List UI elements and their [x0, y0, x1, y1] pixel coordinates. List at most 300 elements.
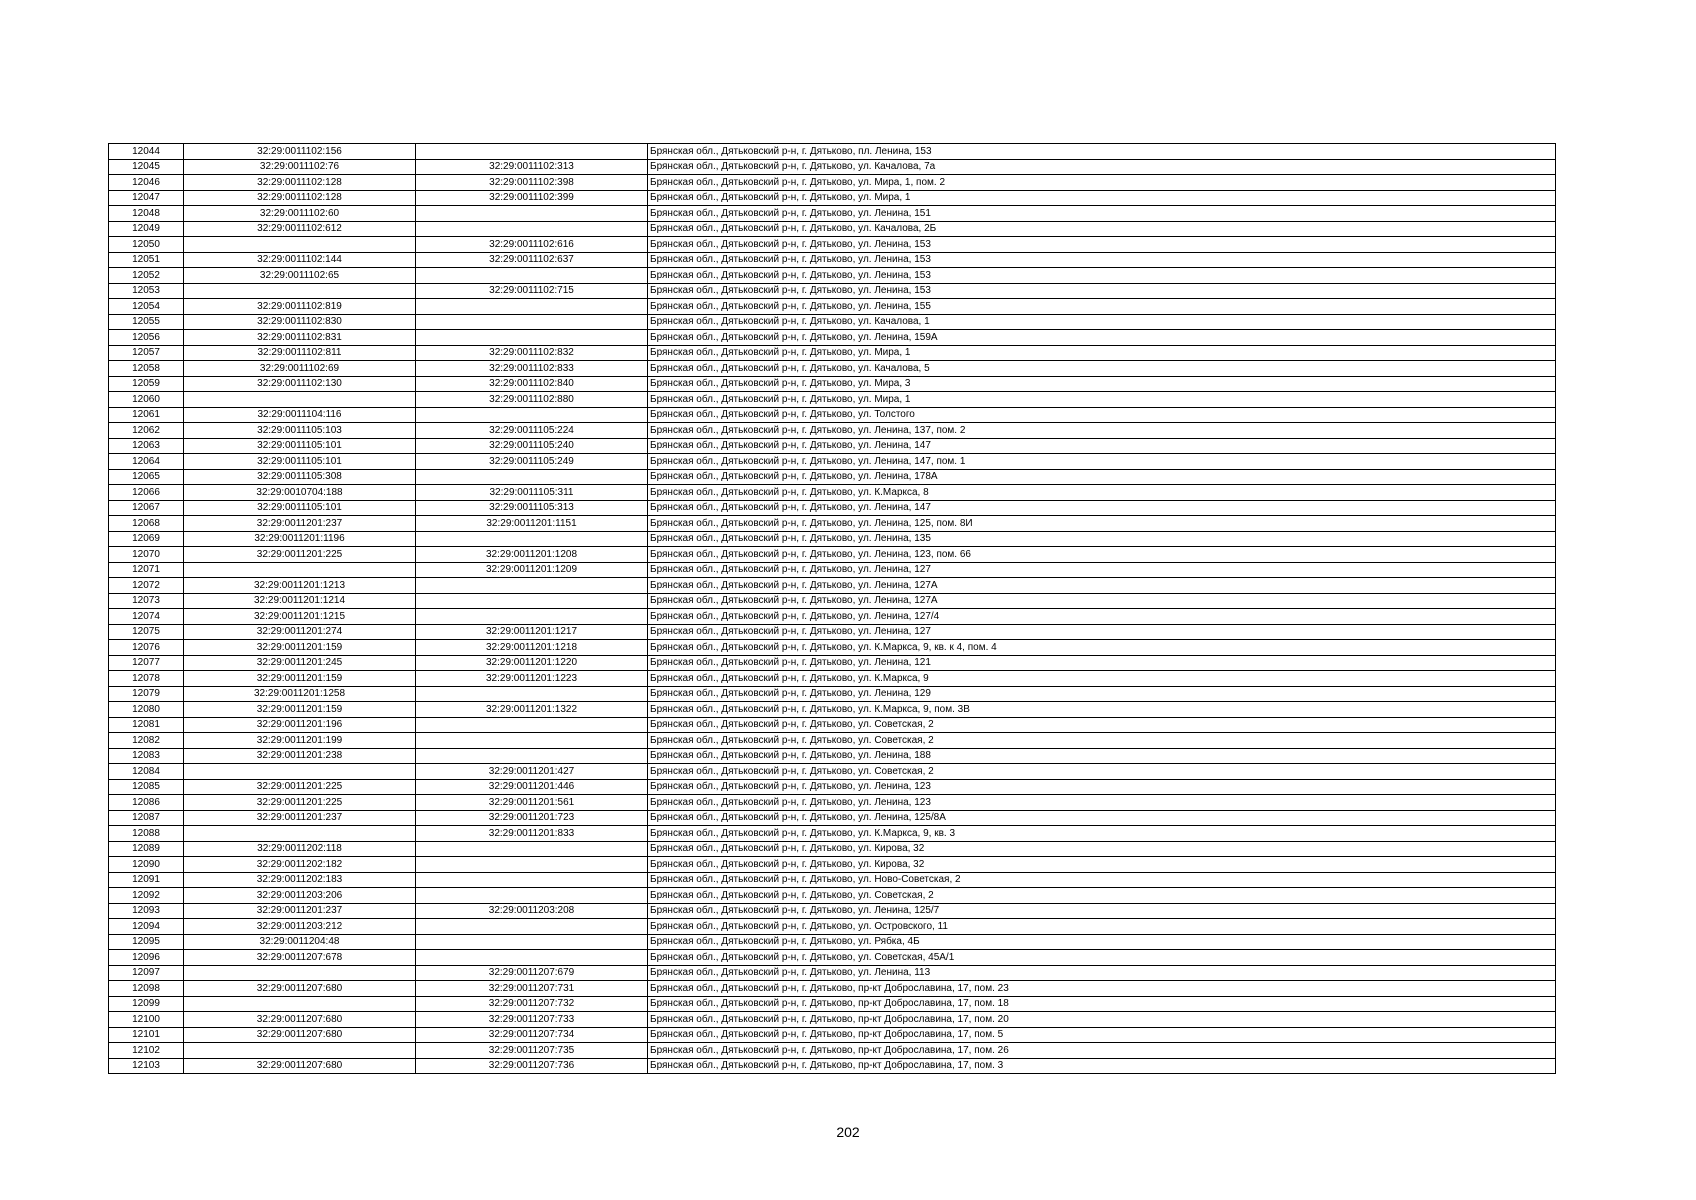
table-row	[109, 547, 1556, 563]
cadastral-number-cell: 32:29:0011102:69	[184, 361, 416, 377]
address-cell: Брянская обл., Дятьковский р-н, г. Дятьково, ул. Кирова, 32	[648, 857, 1556, 873]
cadastral-number-cell: 32:29:0011201:1215	[184, 609, 416, 625]
table-row	[109, 500, 1556, 516]
address-cell: Брянская обл., Дятьковский р-н, г. Дятьково, ул. Ленина, 121	[648, 655, 1556, 671]
address-cell: Брянская обл., Дятьковский р-н, г. Дятьково, ул. Советская, 2	[648, 717, 1556, 733]
address-cell: Брянская обл., Дятьковский р-н, г. Дятьково, ул. Мира, 1	[648, 190, 1556, 206]
row-number-cell: 12088	[109, 826, 184, 842]
related-cadastral-number-cell	[416, 733, 648, 749]
cadastral-number-cell: 32:29:0011201:196	[184, 717, 416, 733]
related-cadastral-number-cell: 32:29:0011201:446	[416, 779, 648, 795]
row-number-cell: 12069	[109, 531, 184, 547]
table-row	[109, 485, 1556, 501]
cadastral-number-cell: 32:29:0010704:188	[184, 485, 416, 501]
cadastral-number-cell: 32:29:0011201:159	[184, 671, 416, 687]
address-cell: Брянская обл., Дятьковский р-н, г. Дятьково, ул. К.Маркса, 9, кв. к 4, пом. 4	[648, 640, 1556, 656]
related-cadastral-number-cell	[416, 841, 648, 857]
address-cell: Брянская обл., Дятьковский р-н, г. Дятьково, ул. Ленина, 123	[648, 779, 1556, 795]
cadastral-number-cell: 32:29:0011102:144	[184, 252, 416, 268]
address-cell: Брянская обл., Дятьковский р-н, г. Дятьково, ул. Ленина, 188	[648, 748, 1556, 764]
table-row	[109, 593, 1556, 609]
table-row	[109, 407, 1556, 423]
table-row	[109, 841, 1556, 857]
address-cell: Брянская обл., Дятьковский р-н, г. Дятьково, ул. Советская, 45А/1	[648, 950, 1556, 966]
cadastral-number-cell: 32:29:0011204:48	[184, 934, 416, 950]
table-row	[109, 252, 1556, 268]
address-cell: Брянская обл., Дятьковский р-н, г. Дятьково, ул. К.Маркса, 9, пом. 3В	[648, 702, 1556, 718]
cadastral-number-cell	[184, 1043, 416, 1059]
address-cell: Брянская обл., Дятьковский р-н, г. Дятьково, ул. Ленина, 125/7	[648, 903, 1556, 919]
row-number-cell: 12093	[109, 903, 184, 919]
address-cell: Брянская обл., Дятьковский р-н, г. Дятьково, пр-кт Доброславина, 17, пом. 3	[648, 1058, 1556, 1074]
address-cell: Брянская обл., Дятьковский р-н, г. Дятьково, ул. Ленина, 153	[648, 268, 1556, 284]
cadastral-number-cell	[184, 996, 416, 1012]
related-cadastral-number-cell: 32:29:0011201:833	[416, 826, 648, 842]
table-row	[109, 826, 1556, 842]
cadastral-number-cell: 32:29:0011201:159	[184, 640, 416, 656]
row-number-cell: 12071	[109, 562, 184, 578]
address-cell: Брянская обл., Дятьковский р-н, г. Дятьково, ул. Качалова, 2Б	[648, 221, 1556, 237]
cadastral-number-cell: 32:29:0011102:831	[184, 330, 416, 346]
cadastral-number-cell: 32:29:0011201:245	[184, 655, 416, 671]
table-row	[109, 361, 1556, 377]
cadastral-number-cell: 32:29:0011105:101	[184, 500, 416, 516]
row-number-cell: 12101	[109, 1027, 184, 1043]
address-cell: Брянская обл., Дятьковский р-н, г. Дятьково, ул. Ленина, 153	[648, 237, 1556, 253]
row-number-cell: 12062	[109, 423, 184, 439]
related-cadastral-number-cell: 32:29:0011207:679	[416, 965, 648, 981]
address-cell: Брянская обл., Дятьковский р-н, г. Дятьково, пр-кт Доброславина, 17, пом. 23	[648, 981, 1556, 997]
related-cadastral-number-cell: 32:29:0011201:1151	[416, 516, 648, 532]
address-cell: Брянская обл., Дятьковский р-н, г. Дятьково, ул. Толстого	[648, 407, 1556, 423]
related-cadastral-number-cell	[416, 299, 648, 315]
table-row	[109, 190, 1556, 206]
row-number-cell: 12103	[109, 1058, 184, 1074]
related-cadastral-number-cell: 32:29:0011201:561	[416, 795, 648, 811]
related-cadastral-number-cell: 32:29:0011102:832	[416, 345, 648, 361]
row-number-cell: 12100	[109, 1012, 184, 1028]
address-cell: Брянская обл., Дятьковский р-н, г. Дятьково, ул. Ленина, 151	[648, 206, 1556, 222]
address-cell: Брянская обл., Дятьковский р-н, г. Дятьково, ул. Советская, 2	[648, 888, 1556, 904]
cadastral-number-cell: 32:29:0011201:199	[184, 733, 416, 749]
row-number-cell: 12061	[109, 407, 184, 423]
table-row	[109, 376, 1556, 392]
address-cell: Брянская обл., Дятьковский р-н, г. Дятьково, ул. Мира, 1	[648, 345, 1556, 361]
related-cadastral-number-cell: 32:29:0011201:1322	[416, 702, 648, 718]
row-number-cell: 12064	[109, 454, 184, 470]
row-number-cell: 12080	[109, 702, 184, 718]
row-number-cell: 12081	[109, 717, 184, 733]
cadastral-number-cell: 32:29:0011102:130	[184, 376, 416, 392]
cadastral-number-cell: 32:29:0011201:225	[184, 779, 416, 795]
related-cadastral-number-cell: 32:29:0011105:224	[416, 423, 648, 439]
table-row	[109, 438, 1556, 454]
row-number-cell: 12072	[109, 578, 184, 594]
table-row	[109, 903, 1556, 919]
address-cell: Брянская обл., Дятьковский р-н, г. Дятьково, ул. Ленина, 127	[648, 624, 1556, 640]
row-number-cell: 12089	[109, 841, 184, 857]
table-row	[109, 640, 1556, 656]
related-cadastral-number-cell: 32:29:0011102:399	[416, 190, 648, 206]
row-number-cell: 12051	[109, 252, 184, 268]
table-row	[109, 872, 1556, 888]
related-cadastral-number-cell: 32:29:0011105:240	[416, 438, 648, 454]
cadastral-number-cell: 32:29:0011102:819	[184, 299, 416, 315]
cadastral-number-cell: 32:29:0011201:237	[184, 810, 416, 826]
address-cell: Брянская обл., Дятьковский р-н, г. Дятьково, пр-кт Доброславина, 17, пом. 5	[648, 1027, 1556, 1043]
address-cell: Брянская обл., Дятьковский р-н, г. Дятьково, ул. Ленина, 159А	[648, 330, 1556, 346]
related-cadastral-number-cell: 32:29:0011207:735	[416, 1043, 648, 1059]
address-cell: Брянская обл., Дятьковский р-н, г. Дятьково, пр-кт Доброславина, 17, пом. 20	[648, 1012, 1556, 1028]
cadastral-number-cell	[184, 826, 416, 842]
related-cadastral-number-cell: 32:29:0011201:1217	[416, 624, 648, 640]
row-number-cell: 12102	[109, 1043, 184, 1059]
table-row	[109, 221, 1556, 237]
table-row	[109, 717, 1556, 733]
address-cell: Брянская обл., Дятьковский р-н, г. Дятьково, ул. Ленина, 153	[648, 283, 1556, 299]
row-number-cell: 12050	[109, 237, 184, 253]
address-cell: Брянская обл., Дятьковский р-н, г. Дятьково, ул. Мира, 1, пом. 2	[648, 175, 1556, 191]
related-cadastral-number-cell: 32:29:0011201:1218	[416, 640, 648, 656]
cadastral-number-cell: 32:29:0011201:1214	[184, 593, 416, 609]
row-number-cell: 12047	[109, 190, 184, 206]
cadastral-number-cell: 32:29:0011202:183	[184, 872, 416, 888]
row-number-cell: 12098	[109, 981, 184, 997]
row-number-cell: 12046	[109, 175, 184, 191]
cadastral-number-cell: 32:29:0011201:1196	[184, 531, 416, 547]
address-cell: Брянская обл., Дятьковский р-н, г. Дятьково, ул. Островского, 11	[648, 919, 1556, 935]
cadastral-number-cell: 32:29:0011102:612	[184, 221, 416, 237]
table-row	[109, 702, 1556, 718]
table-row	[109, 934, 1556, 950]
related-cadastral-number-cell	[416, 330, 648, 346]
cadastral-number-cell: 32:29:0011105:101	[184, 438, 416, 454]
table-row	[109, 655, 1556, 671]
related-cadastral-number-cell: 32:29:0011207:736	[416, 1058, 648, 1074]
related-cadastral-number-cell: 32:29:0011105:313	[416, 500, 648, 516]
related-cadastral-number-cell	[416, 748, 648, 764]
table-row	[109, 283, 1556, 299]
row-number-cell: 12094	[109, 919, 184, 935]
address-cell: Брянская обл., Дятьковский р-н, г. Дятьково, пр-кт Доброславина, 17, пом. 18	[648, 996, 1556, 1012]
address-cell: Брянская обл., Дятьковский р-н, г. Дятьково, ул. К.Маркса, 9	[648, 671, 1556, 687]
cadastral-number-cell: 32:29:0011102:76	[184, 159, 416, 175]
cadastral-number-cell: 32:29:0011104:116	[184, 407, 416, 423]
row-number-cell: 12087	[109, 810, 184, 826]
address-cell: Брянская обл., Дятьковский р-н, г. Дятьково, ул. Мира, 3	[648, 376, 1556, 392]
table-row	[109, 733, 1556, 749]
cadastral-number-cell: 32:29:0011102:156	[184, 144, 416, 160]
address-cell: Брянская обл., Дятьковский р-н, г. Дятьково, ул. Кирова, 32	[648, 841, 1556, 857]
cadastral-number-cell: 32:29:0011201:225	[184, 547, 416, 563]
cadastral-number-cell: 32:29:0011105:103	[184, 423, 416, 439]
cadastral-number-cell: 32:29:0011102:811	[184, 345, 416, 361]
related-cadastral-number-cell: 32:29:0011201:1208	[416, 547, 648, 563]
related-cadastral-number-cell	[416, 717, 648, 733]
table-row	[109, 764, 1556, 780]
row-number-cell: 12095	[109, 934, 184, 950]
related-cadastral-number-cell: 32:29:0011102:637	[416, 252, 648, 268]
address-cell: Брянская обл., Дятьковский р-н, г. Дятьково, ул. Ленина, 135	[648, 531, 1556, 547]
related-cadastral-number-cell	[416, 578, 648, 594]
address-cell: Брянская обл., Дятьковский р-н, г. Дятьково, ул. Ново-Советская, 2	[648, 872, 1556, 888]
registry-table	[108, 143, 1556, 1074]
address-cell: Брянская обл., Дятьковский р-н, г. Дятьково, ул. Ленина, 129	[648, 686, 1556, 702]
related-cadastral-number-cell	[416, 407, 648, 423]
row-number-cell: 12079	[109, 686, 184, 702]
cadastral-number-cell: 32:29:0011202:182	[184, 857, 416, 873]
related-cadastral-number-cell: 32:29:0011201:427	[416, 764, 648, 780]
table-row	[109, 624, 1556, 640]
related-cadastral-number-cell: 32:29:0011102:880	[416, 392, 648, 408]
address-cell: Брянская обл., Дятьковский р-н, г. Дятьково, ул. Ленина, 127А	[648, 593, 1556, 609]
table-row	[109, 996, 1556, 1012]
cadastral-number-cell: 32:29:0011207:680	[184, 981, 416, 997]
related-cadastral-number-cell: 32:29:0011105:311	[416, 485, 648, 501]
cadastral-number-cell: 32:29:0011105:101	[184, 454, 416, 470]
table-row	[109, 562, 1556, 578]
address-cell: Брянская обл., Дятьковский р-н, г. Дятьково, ул. Ленина, 147, пом. 1	[648, 454, 1556, 470]
row-number-cell: 12063	[109, 438, 184, 454]
related-cadastral-number-cell: 32:29:0011201:1223	[416, 671, 648, 687]
row-number-cell: 12074	[109, 609, 184, 625]
row-number-cell: 12073	[109, 593, 184, 609]
address-cell: Брянская обл., Дятьковский р-н, г. Дятьково, ул. Качалова, 5	[648, 361, 1556, 377]
address-cell: Брянская обл., Дятьковский р-н, г. Дятьково, ул. Ленина, 113	[648, 965, 1556, 981]
related-cadastral-number-cell	[416, 857, 648, 873]
table-row	[109, 1043, 1556, 1059]
related-cadastral-number-cell: 32:29:0011102:398	[416, 175, 648, 191]
address-cell: Брянская обл., Дятьковский р-н, г. Дятьково, ул. Ленина, 147	[648, 438, 1556, 454]
table-row	[109, 159, 1556, 175]
row-number-cell: 12067	[109, 500, 184, 516]
table-row	[109, 609, 1556, 625]
cadastral-number-cell: 32:29:0011207:680	[184, 1012, 416, 1028]
related-cadastral-number-cell: 32:29:0011102:833	[416, 361, 648, 377]
address-cell: Брянская обл., Дятьковский р-н, г. Дятьково, ул. Мира, 1	[648, 392, 1556, 408]
table-row	[109, 237, 1556, 253]
row-number-cell: 12055	[109, 314, 184, 330]
table-row	[109, 206, 1556, 222]
cadastral-number-cell: 32:29:0011203:206	[184, 888, 416, 904]
row-number-cell: 12059	[109, 376, 184, 392]
cadastral-number-cell: 32:29:0011102:60	[184, 206, 416, 222]
cadastral-number-cell	[184, 392, 416, 408]
related-cadastral-number-cell	[416, 872, 648, 888]
row-number-cell: 12092	[109, 888, 184, 904]
row-number-cell: 12091	[109, 872, 184, 888]
table-row	[109, 919, 1556, 935]
table-row	[109, 299, 1556, 315]
related-cadastral-number-cell: 32:29:0011102:840	[416, 376, 648, 392]
address-cell: Брянская обл., Дятьковский р-н, г. Дятьково, пр-кт Доброславина, 17, пом. 26	[648, 1043, 1556, 1059]
table-row	[109, 671, 1556, 687]
related-cadastral-number-cell: 32:29:0011207:734	[416, 1027, 648, 1043]
row-number-cell: 12097	[109, 965, 184, 981]
table-row	[109, 454, 1556, 470]
address-cell: Брянская обл., Дятьковский р-н, г. Дятьково, ул. Советская, 2	[648, 764, 1556, 780]
table-row	[109, 345, 1556, 361]
related-cadastral-number-cell: 32:29:0011201:1220	[416, 655, 648, 671]
cadastral-number-cell	[184, 237, 416, 253]
row-number-cell: 12096	[109, 950, 184, 966]
address-cell: Брянская обл., Дятьковский р-н, г. Дятьково, ул. Ленина, 127А	[648, 578, 1556, 594]
address-cell: Брянская обл., Дятьковский р-н, г. Дятьково, ул. К.Маркса, 8	[648, 485, 1556, 501]
address-cell: Брянская обл., Дятьковский р-н, г. Дятьково, ул. Ленина, 147	[648, 500, 1556, 516]
row-number-cell: 12052	[109, 268, 184, 284]
cadastral-number-cell: 32:29:0011105:308	[184, 469, 416, 485]
cadastral-number-cell: 32:29:0011207:680	[184, 1058, 416, 1074]
cadastral-number-cell: 32:29:0011207:678	[184, 950, 416, 966]
related-cadastral-number-cell: 32:29:0011207:731	[416, 981, 648, 997]
related-cadastral-number-cell: 32:29:0011207:732	[416, 996, 648, 1012]
related-cadastral-number-cell	[416, 531, 648, 547]
table-row	[109, 314, 1556, 330]
cadastral-number-cell	[184, 562, 416, 578]
row-number-cell: 12085	[109, 779, 184, 795]
cadastral-number-cell: 32:29:0011201:274	[184, 624, 416, 640]
cadastral-number-cell: 32:29:0011201:1258	[184, 686, 416, 702]
address-cell: Брянская обл., Дятьковский р-н, г. Дятьково, ул. Качалова, 7а	[648, 159, 1556, 175]
cadastral-number-cell: 32:29:0011102:128	[184, 190, 416, 206]
related-cadastral-number-cell	[416, 950, 648, 966]
page-number: 202	[836, 1124, 860, 1140]
cadastral-number-cell: 32:29:0011201:238	[184, 748, 416, 764]
related-cadastral-number-cell	[416, 934, 648, 950]
related-cadastral-number-cell	[416, 686, 648, 702]
row-number-cell: 12099	[109, 996, 184, 1012]
table-row	[109, 330, 1556, 346]
address-cell: Брянская обл., Дятьковский р-н, г. Дятьково, ул. Ленина, 123	[648, 795, 1556, 811]
table-row	[109, 469, 1556, 485]
related-cadastral-number-cell: 32:29:0011201:723	[416, 810, 648, 826]
related-cadastral-number-cell	[416, 888, 648, 904]
row-number-cell: 12060	[109, 392, 184, 408]
related-cadastral-number-cell	[416, 206, 648, 222]
address-cell: Брянская обл., Дятьковский р-н, г. Дятьково, пл. Ленина, 153	[648, 144, 1556, 160]
row-number-cell: 12053	[109, 283, 184, 299]
related-cadastral-number-cell	[416, 268, 648, 284]
row-number-cell: 12075	[109, 624, 184, 640]
table-row	[109, 748, 1556, 764]
address-cell: Брянская обл., Дятьковский р-н, г. Дятьково, ул. Рябка, 4Б	[648, 934, 1556, 950]
related-cadastral-number-cell	[416, 609, 648, 625]
table-row	[109, 810, 1556, 826]
row-number-cell: 12045	[109, 159, 184, 175]
table-row	[109, 965, 1556, 981]
cadastral-number-cell: 32:29:0011201:225	[184, 795, 416, 811]
row-number-cell: 12049	[109, 221, 184, 237]
cadastral-number-cell: 32:29:0011207:680	[184, 1027, 416, 1043]
cadastral-number-cell: 32:29:0011201:237	[184, 516, 416, 532]
table-row	[109, 981, 1556, 997]
table-row	[109, 857, 1556, 873]
cadastral-number-cell: 32:29:0011201:159	[184, 702, 416, 718]
cadastral-number-cell: 32:29:0011102:128	[184, 175, 416, 191]
table-row	[109, 779, 1556, 795]
address-cell: Брянская обл., Дятьковский р-н, г. Дятьково, ул. Ленина, 155	[648, 299, 1556, 315]
table-row	[109, 175, 1556, 191]
related-cadastral-number-cell	[416, 221, 648, 237]
row-number-cell: 12048	[109, 206, 184, 222]
table-row	[109, 795, 1556, 811]
row-number-cell: 12070	[109, 547, 184, 563]
cadastral-number-cell: 32:29:0011203:212	[184, 919, 416, 935]
cadastral-number-cell	[184, 965, 416, 981]
related-cadastral-number-cell	[416, 919, 648, 935]
row-number-cell: 12082	[109, 733, 184, 749]
address-cell: Брянская обл., Дятьковский р-н, г. Дятьково, ул. Ленина, 178А	[648, 469, 1556, 485]
row-number-cell: 12057	[109, 345, 184, 361]
related-cadastral-number-cell	[416, 593, 648, 609]
table-row	[109, 268, 1556, 284]
cadastral-number-cell: 32:29:0011202:118	[184, 841, 416, 857]
related-cadastral-number-cell: 32:29:0011105:249	[416, 454, 648, 470]
row-number-cell: 12090	[109, 857, 184, 873]
table-row	[109, 1058, 1556, 1074]
cadastral-number-cell: 32:29:0011102:65	[184, 268, 416, 284]
related-cadastral-number-cell: 32:29:0011102:715	[416, 283, 648, 299]
address-cell: Брянская обл., Дятьковский р-н, г. Дятьково, ул. К.Маркса, 9, кв. 3	[648, 826, 1556, 842]
related-cadastral-number-cell: 32:29:0011203:208	[416, 903, 648, 919]
registry-table-body	[109, 144, 1556, 1074]
row-number-cell: 12065	[109, 469, 184, 485]
address-cell: Брянская обл., Дятьковский р-н, г. Дятьково, ул. Ленина, 153	[648, 252, 1556, 268]
cadastral-number-cell: 32:29:0011201:237	[184, 903, 416, 919]
address-cell: Брянская обл., Дятьковский р-н, г. Дятьково, ул. Ленина, 127	[648, 562, 1556, 578]
table-row	[109, 516, 1556, 532]
row-number-cell: 12084	[109, 764, 184, 780]
cadastral-number-cell: 32:29:0011102:830	[184, 314, 416, 330]
table-row	[109, 1012, 1556, 1028]
row-number-cell: 12077	[109, 655, 184, 671]
row-number-cell: 12083	[109, 748, 184, 764]
address-cell: Брянская обл., Дятьковский р-н, г. Дятьково, ул. Качалова, 1	[648, 314, 1556, 330]
related-cadastral-number-cell	[416, 469, 648, 485]
row-number-cell: 12078	[109, 671, 184, 687]
address-cell: Брянская обл., Дятьковский р-н, г. Дятьково, ул. Советская, 2	[648, 733, 1556, 749]
cadastral-number-cell: 32:29:0011201:1213	[184, 578, 416, 594]
row-number-cell: 12076	[109, 640, 184, 656]
row-number-cell: 12066	[109, 485, 184, 501]
related-cadastral-number-cell: 32:29:0011102:313	[416, 159, 648, 175]
cadastral-number-cell	[184, 283, 416, 299]
table-row	[109, 1027, 1556, 1043]
row-number-cell: 12054	[109, 299, 184, 315]
address-cell: Брянская обл., Дятьковский р-н, г. Дятьково, ул. Ленина, 127/4	[648, 609, 1556, 625]
cadastral-number-cell	[184, 764, 416, 780]
table-row	[109, 423, 1556, 439]
address-cell: Брянская обл., Дятьковский р-н, г. Дятьково, ул. Ленина, 137, пом. 2	[648, 423, 1556, 439]
related-cadastral-number-cell	[416, 144, 648, 160]
related-cadastral-number-cell: 32:29:0011207:733	[416, 1012, 648, 1028]
table-row	[109, 686, 1556, 702]
row-number-cell: 12086	[109, 795, 184, 811]
related-cadastral-number-cell: 32:29:0011201:1209	[416, 562, 648, 578]
table-row	[109, 531, 1556, 547]
row-number-cell: 12044	[109, 144, 184, 160]
row-number-cell: 12068	[109, 516, 184, 532]
table-row	[109, 392, 1556, 408]
address-cell: Брянская обл., Дятьковский р-н, г. Дятьково, ул. Ленина, 125/8А	[648, 810, 1556, 826]
row-number-cell: 12056	[109, 330, 184, 346]
table-row	[109, 950, 1556, 966]
address-cell: Брянская обл., Дятьковский р-н, г. Дятьково, ул. Ленина, 125, пом. 8И	[648, 516, 1556, 532]
related-cadastral-number-cell	[416, 314, 648, 330]
table-row	[109, 578, 1556, 594]
row-number-cell: 12058	[109, 361, 184, 377]
related-cadastral-number-cell: 32:29:0011102:616	[416, 237, 648, 253]
